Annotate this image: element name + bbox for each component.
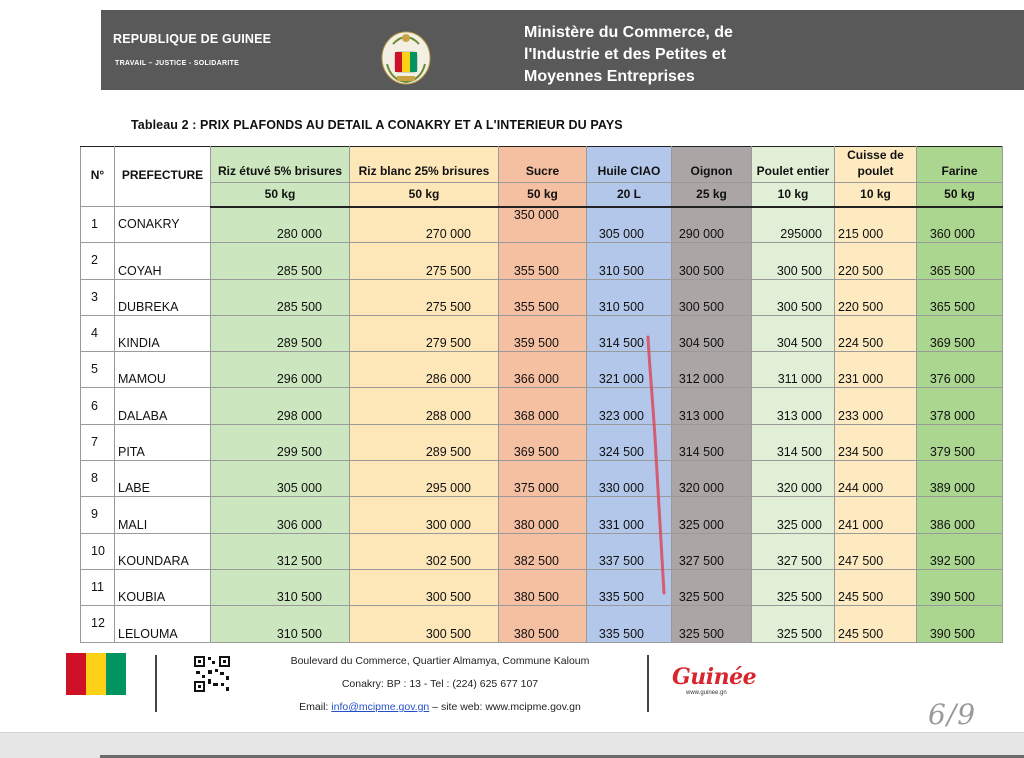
prefecture-name: DUBREKA (115, 279, 211, 315)
price-cell: 220 500 (835, 279, 917, 315)
price-cell: 215 000 (835, 207, 917, 243)
price-cell: 355 500 (499, 279, 587, 315)
price-cell: 327 500 (672, 533, 752, 569)
table-row (81, 243, 1003, 279)
price-cell: 302 500 (350, 533, 499, 569)
price-cell: 325 000 (672, 497, 752, 533)
price-cell: 365 500 (917, 279, 1003, 315)
qr-code-icon (193, 655, 231, 693)
price-cell: 369 500 (917, 315, 1003, 351)
price-cell: 365 500 (917, 243, 1003, 279)
price-cell: 325 500 (752, 569, 835, 605)
row-number: 5 (81, 352, 115, 388)
price-cell: 295 000 (350, 461, 499, 497)
col-header-number: N° (81, 147, 115, 207)
price-cell: 321 000 (587, 352, 672, 388)
table-row (81, 424, 1003, 460)
col-header-prefecture: PREFECTURE (115, 147, 211, 207)
price-cell: 379 500 (917, 424, 1003, 460)
footer-address-block (255, 650, 625, 719)
price-cell: 290 000 (672, 207, 752, 243)
ministry-line-3: Moyennes Entreprises (524, 68, 695, 85)
country-name: REPUBLIQUE DE GUINEE (113, 32, 272, 46)
guinea-flag-icon (66, 653, 126, 695)
price-cell: 296 000 (211, 352, 350, 388)
row-number: 2 (81, 243, 115, 279)
prefecture-name: MAMOU (115, 352, 211, 388)
price-cell: 376 000 (917, 352, 1003, 388)
price-cell: 275 500 (350, 243, 499, 279)
row-number: 9 (81, 497, 115, 533)
price-cell: 247 500 (835, 533, 917, 569)
price-cell: 314 500 (587, 315, 672, 351)
price-cell: 392 500 (917, 533, 1003, 569)
price-cell: 233 000 (835, 388, 917, 424)
price-cell: 350 000 (499, 207, 587, 243)
price-cell: 306 000 (211, 497, 350, 533)
col-header-unit: 10 kg (752, 183, 835, 207)
table-title: Tableau 2 : PRIX PLAFONDS AU DETAIL A CONAKRY ET A L'INTERIEUR DU PAYS (131, 118, 623, 132)
footer-email-line (255, 696, 625, 719)
price-cell: 231 000 (835, 352, 917, 388)
price-cell: 279 500 (350, 315, 499, 351)
price-cell: 275 500 (350, 279, 499, 315)
price-cell: 320 000 (672, 461, 752, 497)
row-number: 12 (81, 606, 115, 642)
price-cell: 286 000 (350, 352, 499, 388)
guinee-logo-url: www.guinee.gn (686, 690, 727, 696)
prefecture-name: KINDIA (115, 315, 211, 351)
price-cell: 380 500 (499, 569, 587, 605)
table-row (81, 533, 1003, 569)
price-cell: 335 500 (587, 569, 672, 605)
price-cell: 289 500 (350, 424, 499, 460)
country-motto: TRAVAIL – JUSTICE - SOLIDARITE (115, 60, 240, 67)
price-cell: 288 000 (350, 388, 499, 424)
price-cell: 300 500 (752, 279, 835, 315)
table-row (81, 606, 1003, 642)
prefecture-name: MALI (115, 497, 211, 533)
price-cell: 298 000 (211, 388, 350, 424)
price-cell: 325 500 (672, 569, 752, 605)
prefecture-name: KOUNDARA (115, 533, 211, 569)
table-row (81, 461, 1003, 497)
price-cell: 245 500 (835, 569, 917, 605)
price-cell: 313 000 (672, 388, 752, 424)
price-cell: 285 500 (211, 279, 350, 315)
price-cell: 335 500 (587, 606, 672, 642)
col-header-product: Farine (917, 147, 1003, 183)
row-number: 4 (81, 315, 115, 351)
price-cell: 270 000 (350, 207, 499, 243)
price-table (80, 146, 1003, 643)
price-cell: 312 000 (672, 352, 752, 388)
col-header-unit: 50 kg (499, 183, 587, 207)
prefecture-name: COYAH (115, 243, 211, 279)
table-row (81, 497, 1003, 533)
ministry-line-2: l'Industrie et des Petites et (524, 46, 727, 63)
col-header-unit: 10 kg (835, 183, 917, 207)
table-header-products (81, 147, 1003, 183)
ministry-name (524, 22, 824, 88)
price-cell: 310 500 (211, 606, 350, 642)
prefecture-name: LABE (115, 461, 211, 497)
row-number: 11 (81, 569, 115, 605)
footer-divider (155, 655, 157, 712)
row-number: 7 (81, 424, 115, 460)
price-cell: 389 000 (917, 461, 1003, 497)
footer-site: – site web: www.mcipme.gov.gn (432, 701, 581, 713)
price-cell: 313 000 (752, 388, 835, 424)
coat-of-arms-icon (379, 24, 433, 86)
price-cell: 305 000 (211, 461, 350, 497)
col-header-product: Riz étuvé 5% brisures (211, 147, 350, 183)
price-cell: 311 000 (752, 352, 835, 388)
col-header-product: Huile CIAO (587, 147, 672, 183)
table-row (81, 388, 1003, 424)
guinee-logo: Guinée (672, 664, 757, 690)
price-cell: 305 000 (587, 207, 672, 243)
handwritten-page-number: 6/9 (928, 698, 977, 731)
table-row (81, 279, 1003, 315)
price-cell: 368 000 (499, 388, 587, 424)
price-cell: 300 500 (752, 243, 835, 279)
price-cell: 360 000 (917, 207, 1003, 243)
prefecture-name: KOUBIA (115, 569, 211, 605)
price-cell: 312 500 (211, 533, 350, 569)
price-cell: 378 000 (917, 388, 1003, 424)
row-number: 8 (81, 461, 115, 497)
price-cell: 314 500 (752, 424, 835, 460)
price-cell: 375 000 (499, 461, 587, 497)
col-header-product: Sucre (499, 147, 587, 183)
price-cell: 382 500 (499, 533, 587, 569)
price-cell: 323 000 (587, 388, 672, 424)
price-cell: 310 500 (211, 569, 350, 605)
price-cell: 300 000 (350, 497, 499, 533)
price-cell: 325 500 (672, 606, 752, 642)
footer-email-link[interactable]: info@mcipme.gov.gn (331, 701, 430, 713)
price-cell: 280 000 (211, 207, 350, 243)
footer-email-label: Email: (299, 701, 329, 713)
col-header-unit: 50 kg (211, 183, 350, 207)
table-header-units (81, 183, 1003, 207)
footer-divider (647, 655, 649, 712)
col-header-product: Oignon (672, 147, 752, 183)
price-cell: 325 000 (752, 497, 835, 533)
viewer-bottom-strip (0, 732, 1024, 758)
price-cell: 300 500 (672, 243, 752, 279)
price-cell: 295000 (752, 207, 835, 243)
price-cell: 331 000 (587, 497, 672, 533)
price-cell: 359 500 (499, 315, 587, 351)
footer-address: Boulevard du Commerce, Quartier Almamya, Commune Kaloum (290, 655, 590, 667)
price-cell: 300 500 (672, 279, 752, 315)
price-cell: 304 500 (752, 315, 835, 351)
price-cell: 380 500 (499, 606, 587, 642)
col-header-product: Poulet entier (752, 147, 835, 183)
price-cell: 234 500 (835, 424, 917, 460)
header-banner (101, 10, 1024, 90)
col-header-unit: 25 kg (672, 183, 752, 207)
price-cell: 300 500 (350, 569, 499, 605)
price-cell: 310 500 (587, 279, 672, 315)
price-cell: 386 000 (917, 497, 1003, 533)
prefecture-name: DALABA (115, 388, 211, 424)
col-header-unit: 50 kg (917, 183, 1003, 207)
price-cell: 220 500 (835, 243, 917, 279)
price-cell: 300 500 (350, 606, 499, 642)
ministry-line-1: Ministère du Commerce, de (524, 24, 733, 41)
price-cell: 320 000 (752, 461, 835, 497)
col-header-unit: 50 kg (350, 183, 499, 207)
price-cell: 244 000 (835, 461, 917, 497)
price-cell: 241 000 (835, 497, 917, 533)
row-number: 10 (81, 533, 115, 569)
prefecture-name: PITA (115, 424, 211, 460)
price-cell: 337 500 (587, 533, 672, 569)
price-cell: 299 500 (211, 424, 350, 460)
row-number: 3 (81, 279, 115, 315)
col-header-unit: 20 L (587, 183, 672, 207)
row-number: 1 (81, 207, 115, 243)
col-header-product: Riz blanc 25% brisures (350, 147, 499, 183)
table-row (81, 352, 1003, 388)
price-cell: 289 500 (211, 315, 350, 351)
price-cell: 330 000 (587, 461, 672, 497)
price-cell: 366 000 (499, 352, 587, 388)
col-header-product: Cuisse de poulet (835, 147, 917, 183)
table-row (81, 569, 1003, 605)
price-cell: 245 500 (835, 606, 917, 642)
price-cell: 390 500 (917, 606, 1003, 642)
price-cell: 314 500 (672, 424, 752, 460)
price-cell: 327 500 (752, 533, 835, 569)
prefecture-name: LELOUMA (115, 606, 211, 642)
row-number: 6 (81, 388, 115, 424)
price-cell: 304 500 (672, 315, 752, 351)
table-row (81, 207, 1003, 243)
price-cell: 369 500 (499, 424, 587, 460)
price-cell: 285 500 (211, 243, 350, 279)
price-cell: 355 500 (499, 243, 587, 279)
price-cell: 310 500 (587, 243, 672, 279)
footer-contact: Conakry: BP : 13 - Tel : (224) 625 677 107 (341, 678, 539, 690)
price-cell: 390 500 (917, 569, 1003, 605)
price-cell: 324 500 (587, 424, 672, 460)
prefecture-name: CONAKRY (115, 207, 211, 243)
price-cell: 224 500 (835, 315, 917, 351)
price-cell: 325 500 (752, 606, 835, 642)
table-row (81, 315, 1003, 351)
price-cell: 380 000 (499, 497, 587, 533)
